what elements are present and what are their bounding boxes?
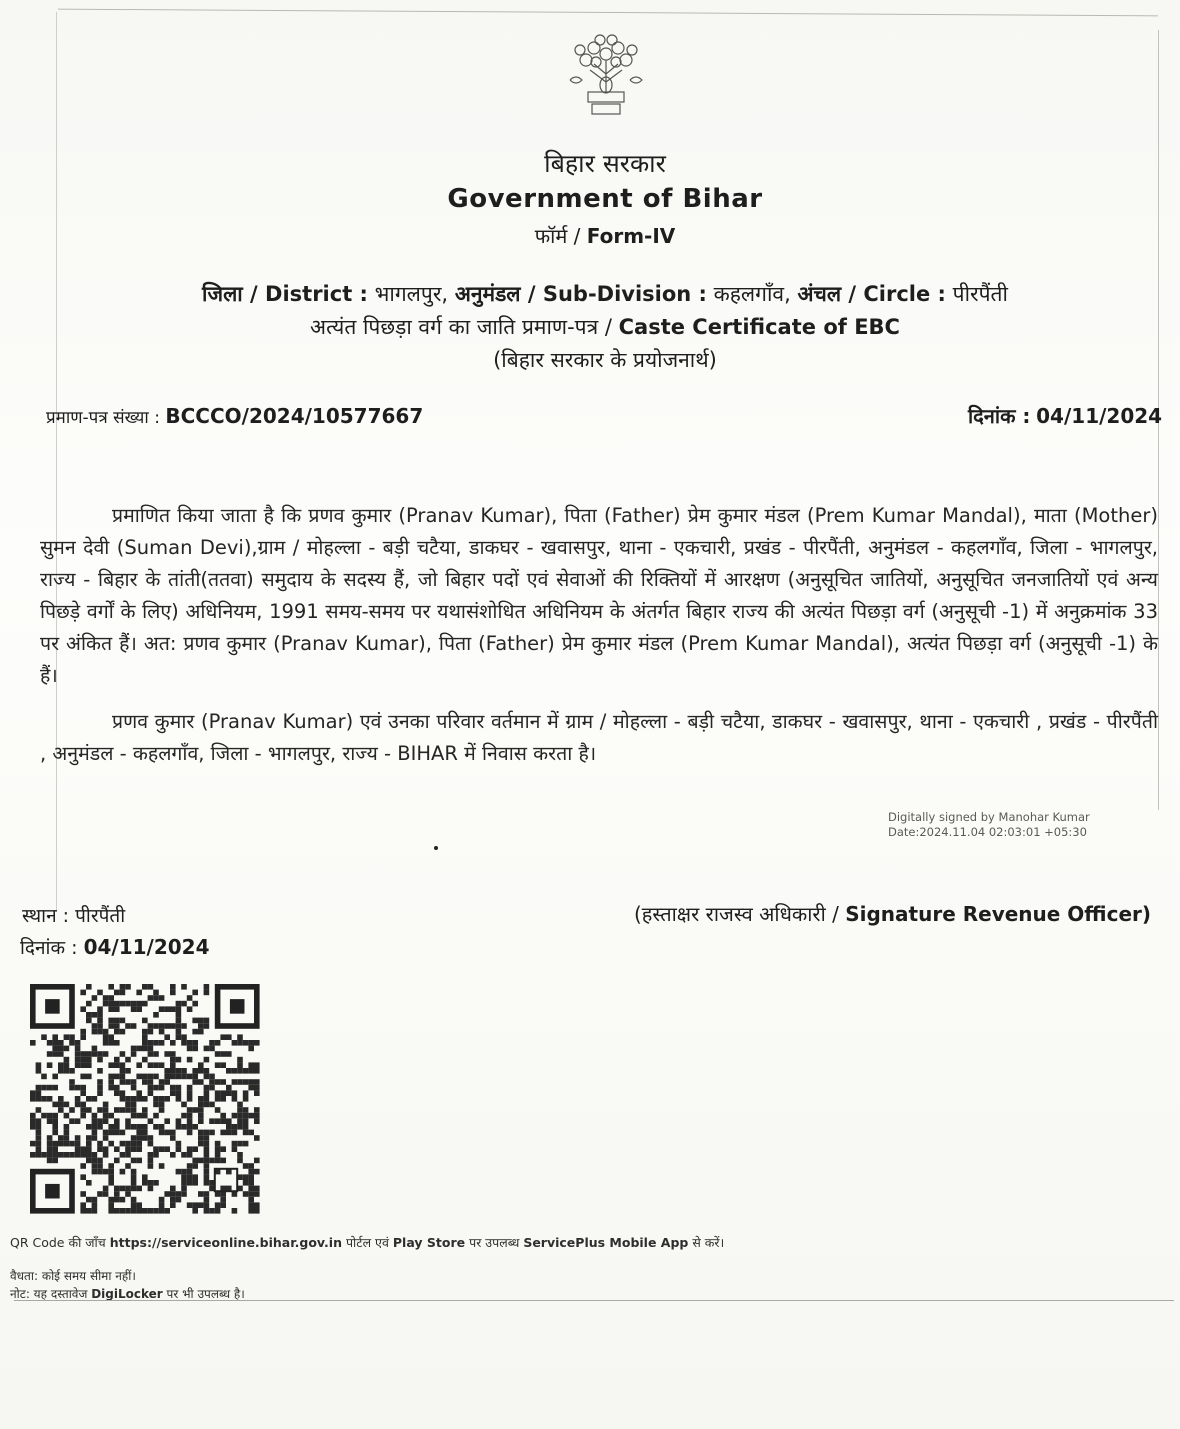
note-digilocker: DigiLocker bbox=[91, 1287, 163, 1301]
paragraph-2-text: प्रणव कुमार (Pranav Kumar) एवं उनका परिवार वर्तमान में ग्राम / मोहल्ला - बड़ी चटैया, डाकघर - खवासपुर, थाना - एकचारी , प्रखंड - पीरपैंती , अनुमंडल - कहलगाँव, जिला - भागलपुर, राज्य - BIHAR में निवास करता है। bbox=[40, 710, 1158, 765]
qr-code-icon[interactable] bbox=[26, 978, 266, 1228]
certificate-purpose: (बिहार सरकार के प्रयोजनार्थ) bbox=[493, 348, 717, 372]
subdivision-value: कहलगाँव, bbox=[713, 282, 791, 306]
form-english: Form-IV bbox=[586, 224, 676, 248]
district-line bbox=[0, 280, 1180, 308]
circle-label: अंचल / Circle : bbox=[797, 282, 946, 306]
certificate-date-value: 04/11/2024 bbox=[1036, 404, 1163, 428]
certificate-number bbox=[46, 404, 423, 428]
certificate-title-hindi: अत्यंत पिछड़ा वर्ग का जाति प्रमाण-पत्र / bbox=[310, 315, 612, 339]
signature-label-english: Signature Revenue Officer) bbox=[845, 902, 1152, 926]
form-hindi: फॉर्म bbox=[534, 224, 568, 248]
title-hindi: बिहार सरकार bbox=[544, 149, 666, 178]
bihar-emblem-icon bbox=[558, 30, 654, 120]
digital-signature bbox=[888, 810, 1090, 840]
paragraph-1-text: प्रमाणित किया जाता है कि प्रणव कुमार (Pranav Kumar), पिता (Father) प्रेम कुमार मंडल (Prem Kumar Mandal), माता (Mother) सुमन देवी (Suman Devi),ग्राम / मोहल्ला - बड़ी चटैया, डाकघर - खवासपुर, थाना - एकचारी, प्रखंड - पीरपैंती, अनुमंडल - कहलगाँव, जिला - भागलपुर, राज्य - बिहार के तांती(ततवा) समुदाय के सदस्य हैं, जो बिहार पदों एवं सेवाओं की रिक्तियों में आरक्षण (अनुसूचित जातियों, अनुसूचित जनजातियों एवं अन्य पिछड़े वर्गों के लिए) अधिनियम, 1991 समय-समय पर यथासंशोधित अधिनियम के अंतर्गत बिहार राज्य की अत्यंत पिछड़ा वर्ग (अनुसूची -1) में अनुक्रमांक 33 पर अंकित हैं। अत: प्रणव कुमार (Pranav Kumar), पिता (Father) प्रेम कुमार मंडल (Prem Kumar Mandal), अत्यंत पिछड़ा वर्ग (अनुसूची -1) के हैं। bbox=[40, 504, 1158, 687]
certificate-title bbox=[0, 313, 1180, 341]
issue-date-label: दिनांक : bbox=[20, 937, 78, 959]
district-value: भागलपुर, bbox=[374, 282, 449, 306]
verify-mid: पोर्टल एवं bbox=[345, 1235, 389, 1250]
form-title: फॉर्म / Form-IV bbox=[534, 224, 676, 248]
district-label: जिला / District : bbox=[202, 282, 368, 306]
note-suffix: पर भी उपलब्ध है। bbox=[166, 1287, 245, 1301]
ink-dot bbox=[434, 846, 438, 850]
place-value: पीरपैंती bbox=[75, 905, 126, 927]
certificate-number-value: BCCCO/2024/10577667 bbox=[165, 404, 424, 428]
circle-value: पीरपैंती bbox=[952, 282, 1008, 306]
issue-date-value: 04/11/2024 bbox=[83, 935, 210, 959]
note-prefix: नोट: यह दस्तावेज bbox=[10, 1287, 88, 1301]
signature-label-hindi: (हस्ताक्षर राजस्व अधिकारी / bbox=[634, 902, 839, 926]
residence-paragraph bbox=[40, 706, 1158, 770]
qr-verification-note bbox=[10, 1234, 724, 1251]
verify-app: ServicePlus Mobile App bbox=[523, 1235, 689, 1250]
subdivision-label: अनुमंडल / Sub-Division : bbox=[454, 282, 707, 306]
digital-signature-date: Date:2024.11.04 02:03:01 +05:30 bbox=[888, 825, 1087, 839]
title-english: Government of Bihar bbox=[447, 184, 763, 214]
top-rule bbox=[58, 9, 1158, 17]
verify-store: Play Store bbox=[392, 1235, 466, 1250]
validity-note: वैधता: कोई समय सीमा नहीं। bbox=[10, 1269, 136, 1283]
signature-label bbox=[634, 900, 1151, 927]
certificate-date-label: दिनांक : bbox=[968, 404, 1031, 428]
place-label: स्थान : bbox=[22, 905, 70, 927]
digital-signature-name: Digitally signed by Manohar Kumar bbox=[888, 810, 1090, 824]
certificate-date bbox=[968, 402, 1162, 429]
certificate-number-label: प्रमाण-पत्र संख्या : bbox=[46, 408, 160, 428]
bottom-rule bbox=[14, 1300, 1174, 1301]
issue-date bbox=[20, 934, 210, 960]
verify-prefix: QR Code की जाँच bbox=[10, 1235, 106, 1250]
certification-paragraph bbox=[40, 500, 1158, 692]
verify-mid2: पर उपलब्ध bbox=[469, 1235, 520, 1250]
place bbox=[22, 902, 125, 928]
certificate-title-english: Caste Certificate of EBC bbox=[618, 315, 900, 339]
verify-url[interactable]: https://serviceonline.bihar.gov.in bbox=[109, 1235, 342, 1250]
verify-suffix: से करें। bbox=[692, 1235, 725, 1250]
